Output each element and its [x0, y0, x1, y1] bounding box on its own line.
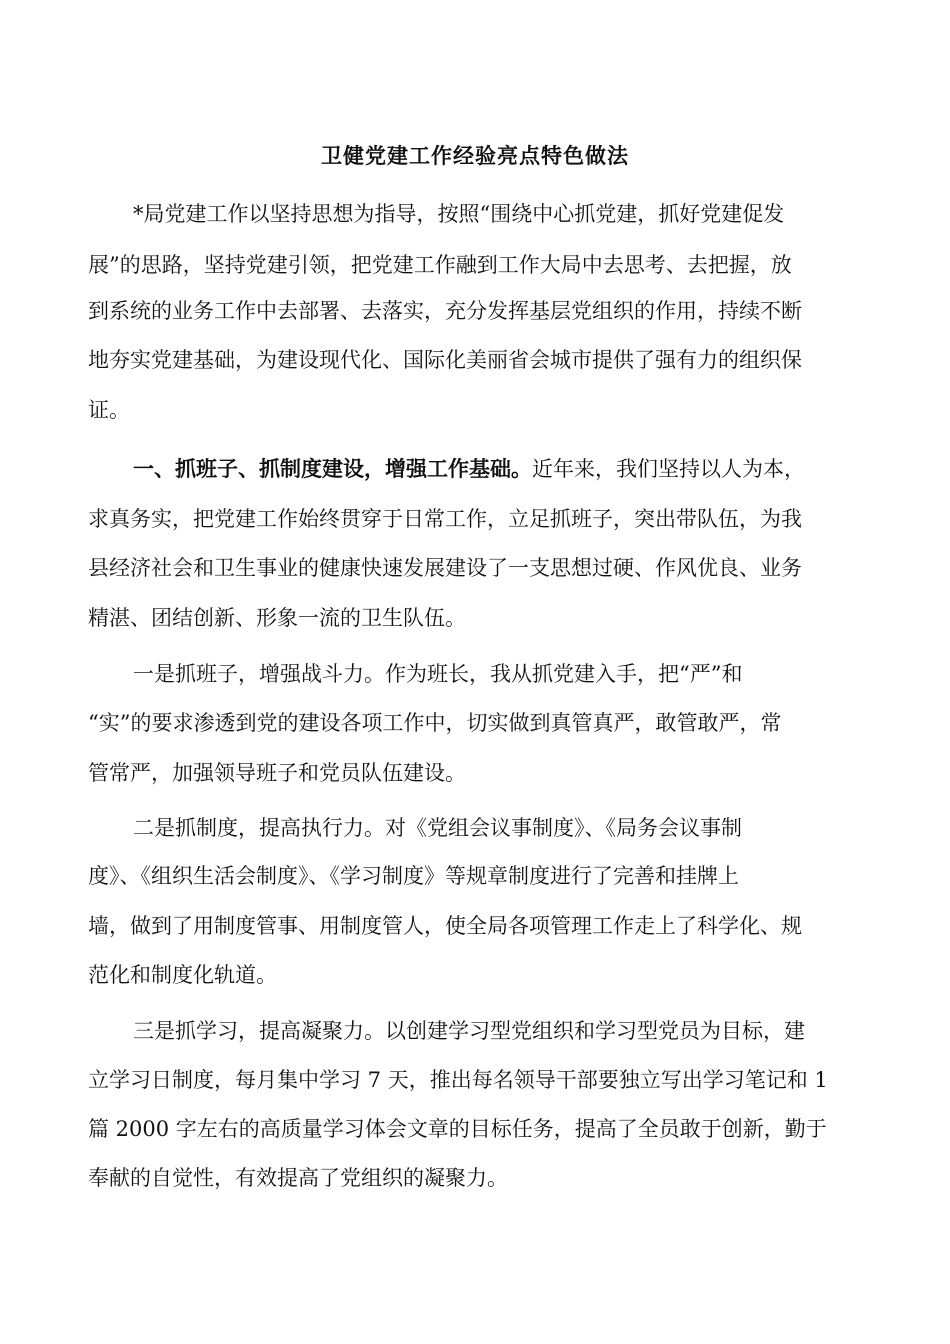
para-two-line-4: 范化和制度化轨道。 [88, 963, 277, 987]
intro-line-3: 到系统的业务工作中去部署、去落实，充分发挥基层党组织的作用，持续不断 [88, 299, 802, 323]
section1-line-4: 精湛、团结创新、形象一流的卫生队伍。 [88, 606, 466, 630]
document-title: 卫健党建工作经验亮点特色做法 [321, 143, 629, 168]
para-three-line-4: 奉献的自觉性，有效提高了党组织的凝聚力。 [88, 1166, 508, 1190]
section1-line-3: 县经济社会和卫生事业的健康快速发展建设了一支思想过硬、作风优良、业务 [88, 556, 802, 580]
para-two-line-2: 度》、《组织生活会制度》、《学习制度》等规章制度进行了完善和挂牌上 [88, 864, 739, 888]
para-three-line-1: 三是抓学习，提高凝聚力。以创建学习型党组织和学习型党员为目标，建 [133, 1019, 805, 1043]
para-one-line-2: “实”的要求渗透到党的建设各项工作中，切实做到真管真严，敢管敢严，常 [88, 711, 782, 735]
intro-line-5: 证。 [88, 398, 130, 422]
para-one-line-3: 管常严，加强领导班子和党员队伍建设。 [88, 761, 466, 785]
para-one-line-1: 一是抓班子，增强战斗力。作为班长，我从抓党建入手，把“严”和 [133, 662, 743, 686]
intro-line-1: *局党建工作以坚持思想为指导，按照“围绕中心抓党建，抓好党建促发 [133, 202, 785, 226]
intro-line-4: 地夯实党建基础，为建设现代化、国际化美丽省会城市提供了强有力的组织保 [88, 348, 802, 372]
section1-heading: 一、抓班子、抓制度建设，增强工作基础。 [133, 456, 532, 481]
section1-first-line [133, 455, 805, 483]
section1-first-line-text: 近年来，我们坚持以人为本， [532, 457, 805, 481]
para-three-line-3: 篇 2000 字左右的高质量学习体会文章的目标任务，提高了全员敢于创新，勤于 [88, 1117, 827, 1141]
para-three-line-2: 立学习日制度，每月集中学习 7 天，推出每名领导干部要独立写出学习笔记和 1 [88, 1068, 828, 1092]
section1-line-2: 求真务实，把党建工作始终贯穿于日常工作，立足抓班子，突出带队伍，为我 [88, 507, 802, 531]
para-two-line-3: 墙，做到了用制度管事、用制度管人，使全局各项管理工作走上了科学化、规 [88, 914, 802, 938]
intro-line-2: 展”的思路，坚持党建引领，把党建工作融到工作大局中去思考、去把握，放 [88, 253, 792, 277]
para-two-line-1: 二是抓制度，提高执行力。对《党组会议事制度》、《局务会议事制 [133, 816, 742, 840]
